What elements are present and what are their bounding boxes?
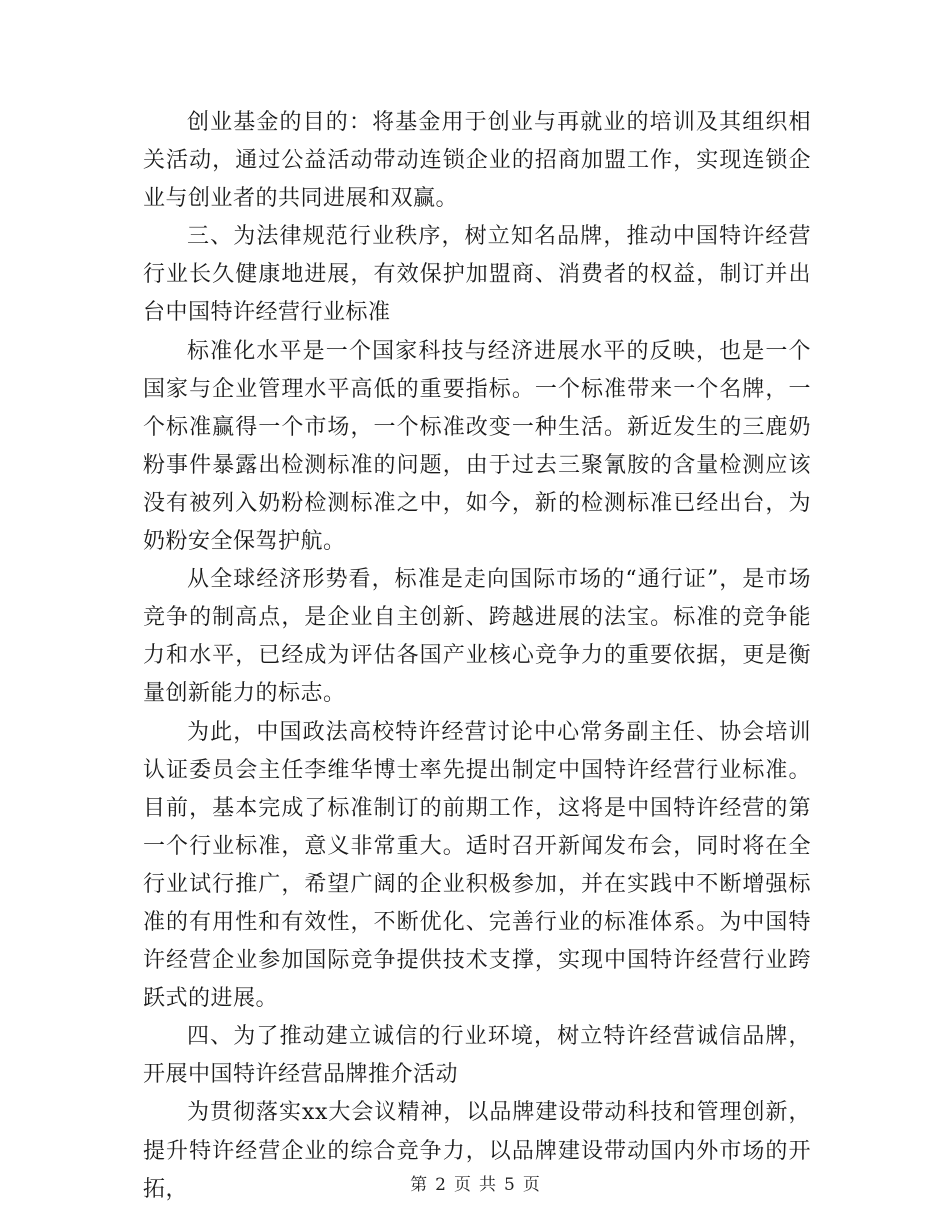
page-label-prefix: 第 (410, 1175, 428, 1195)
paragraph-4: 从全球经济形势看，标准是走向国际市场的“通行证”，是市场竞争的制高点，是企业自主创新、跨越进展的法宝。标准的竞争能力和水平，已经成为评估各国产业核心竞争力的重要依据，更是衡量创新能力的标志。 (143, 567, 811, 707)
paragraph-6-section-heading: 四、为了推动建立诚信的行业环境，树立特许经营诚信品牌，开展中国特许经营品牌推介活动 (143, 1024, 811, 1088)
paragraph-3: 标准化水平是一个国家科技与经济进展水平的反映，也是一个国家与企业管理水平高低的重要指标。一个标准带来一个名牌，一个标准赢得一个市场，一个标准改变一种生活。新近发生的三鹿奶粉事件暴露出检测标准的问题，由于过去三聚氰胺的含量检测应该没有被列入奶粉检测标准之中，如今，新的检测标准已经出台，为奶粉安全保驾护航。 (143, 338, 811, 555)
document-body (143, 104, 811, 1209)
page-footer (0, 1170, 950, 1195)
page-current: 2 (435, 1175, 446, 1195)
page-label-suffix: 页 (522, 1175, 540, 1195)
paragraph-7: 为贯彻落实xx大会议精神，以品牌建设带动科技和管理创新，提升特许经营企业的综合竞争力，以品牌建设带动国内外市场的开拓， (143, 1100, 811, 1202)
page-total-prefix: 共 (479, 1175, 496, 1195)
page-label-mid: 页 (454, 1175, 471, 1195)
paragraph-2-section-heading: 三、为法律规范行业秩序，树立知名品牌，推动中国特许经营行业长久健康地进展，有效保护加盟商、消费者的权益，制订并出台中国特许经营行业标准 (143, 224, 811, 326)
paragraph-1: 创业基金的目的：将基金用于创业与再就业的培训及其组织相关活动，通过公益活动带动连锁企业的招商加盟工作，实现连锁企业与创业者的共同进展和双赢。 (143, 110, 811, 212)
paragraph-5: 为此，中国政法高校特许经营讨论中心常务副主任、协会培训认证委员会主任李维华博士率先提出制定中国特许经营行业标准。目前，基本完成了标准制订的前期工作，这将是中国特许经营的第一个行业标准，意义非常重大。适时召开新闻发布会，同时将在全行业试行推广，希望广阔的企业积极参加，并在实践中不断增强标准的有用性和有效性，不断优化、完善行业的标准体系。为中国特许经营企业参加国际竞争提供技术支撑，实现中国特许经营行业跨跃式的进展。 (143, 719, 811, 1012)
page-total: 5 (504, 1175, 515, 1195)
